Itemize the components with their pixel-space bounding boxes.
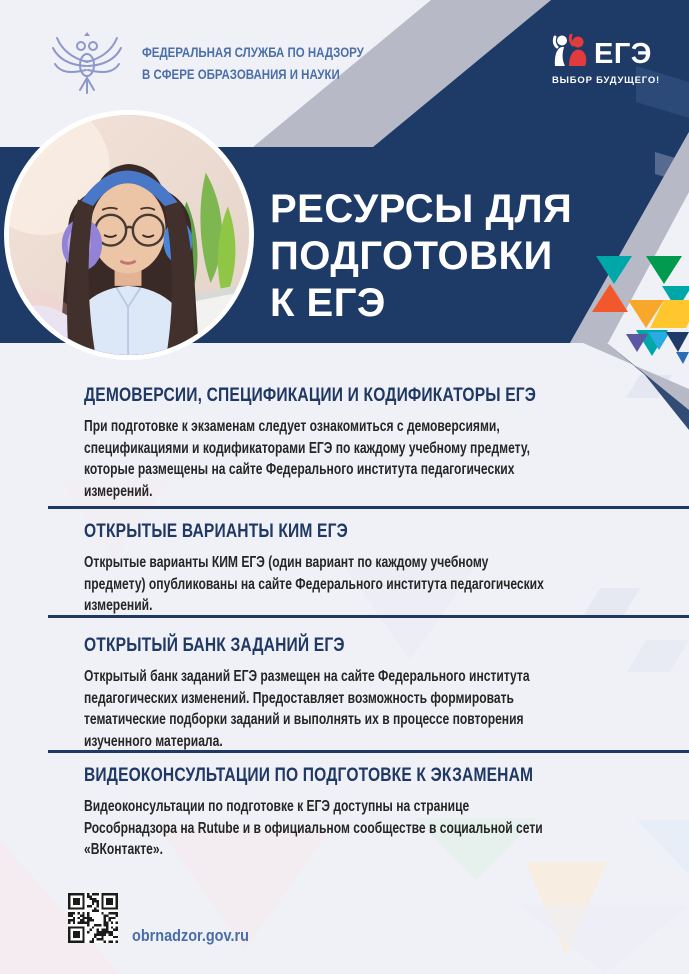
section-divider: [48, 506, 689, 509]
student-photo: [4, 110, 254, 360]
poster-title-line: ПОДГОТОВКИ: [270, 234, 553, 278]
section-open-variants: [84, 520, 689, 617]
section-heading: ДЕМОВЕРСИИ, СПЕЦИФИКАЦИИ И КОДИФИКАТОРЫ ЕГЭ: [84, 384, 537, 406]
section-video-consultations: [84, 764, 689, 861]
section-heading: ОТКРЫТЫЙ БАНК ЗАДАНИЙ ЕГЭ: [84, 634, 345, 656]
section-body: Видеоконсультации по подготовке к ЕГЭ доступны на странице Рособрнадзора на Rutube и в официальном сообществе в социальной сети «ВКонтакте».: [84, 798, 543, 858]
qr-code-icon: [68, 893, 118, 943]
ege-logo-text: ЕГЭ: [594, 37, 652, 70]
section-divider: [48, 615, 689, 618]
poster-title: [270, 186, 572, 327]
section-body: Открытый банк заданий ЕГЭ размещен на сайте Федерального института педагогических изменений. Предоставляет возможность формировать тематические подборки заданий и выполнять их в процессе повторения изученного материала.: [84, 668, 530, 750]
section-task-bank: [84, 634, 689, 752]
section-divider: [48, 750, 689, 753]
poster-title-line: РЕСУРСЫ ДЛЯ: [270, 187, 573, 231]
section-body: Открытые варианты КИМ ЕГЭ (один вариант по каждому учебному предмету) опубликованы на сайте Федерального института педагогических измерений.: [84, 554, 544, 614]
section-heading: ВИДЕОКОНСУЛЬТАЦИИ ПО ПОДГОТОВКЕ К ЭКЗАМЕНАМ: [84, 764, 534, 786]
section-body: При подготовке к экзаменам следует ознакомиться с демоверсиями, спецификациями и кодификаторами ЕГЭ по каждому учебному предмету, которые размещены на сайте Федерального института педагогических измерений.: [84, 418, 531, 500]
section-demoversions: [84, 384, 689, 502]
ege-logo: [552, 34, 660, 86]
ege-slogan: ВЫБОР БУДУЩЕГО!: [552, 75, 660, 86]
agency-name: [142, 42, 364, 86]
section-heading: ОТКРЫТЫЕ ВАРИАНТЫ КИМ ЕГЭ: [84, 520, 348, 542]
ege-figures-icon: [552, 34, 590, 73]
agency-name-line1: ФЕДЕРАЛЬНАЯ СЛУЖБА ПО НАДЗОРУ: [142, 45, 364, 60]
poster-title-line: К ЕГЭ: [270, 281, 386, 325]
rosobrnadzor-emblem-icon: [50, 32, 124, 107]
agency-name-line2: В СФЕРЕ ОБРАЗОВАНИЯ И НАУКИ: [142, 67, 340, 82]
website-link[interactable]: obrnadzor.gov.ru: [132, 926, 249, 945]
